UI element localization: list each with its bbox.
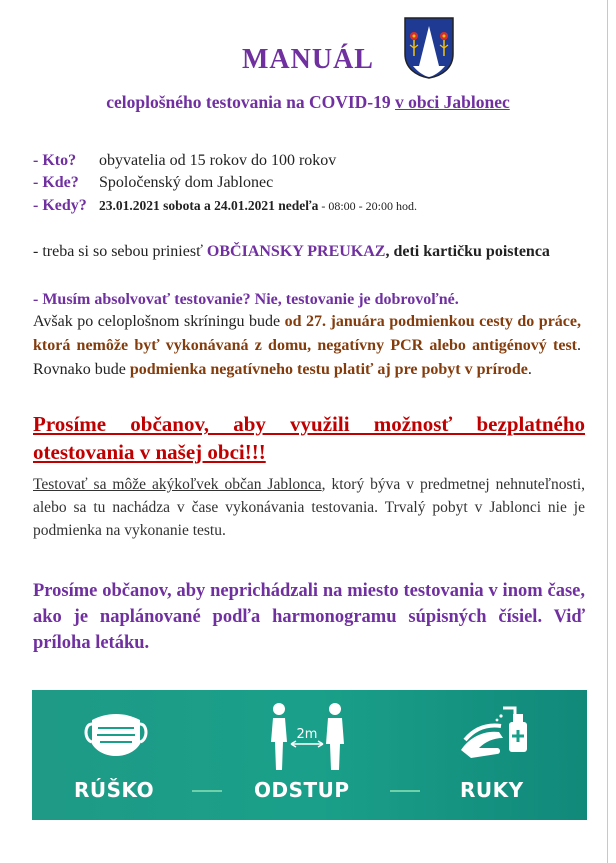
bring-suffix: , deti kartičku poistenca [385, 243, 550, 260]
question-text: - Musím absolvovať testovanie? Nie, testovanie je dobrovoľné. [33, 291, 459, 308]
subtitle-text: celoplošného testovania na COVID-19 [106, 92, 396, 112]
hand-sanitizer-icon [457, 704, 535, 766]
hands-label: RUKY [460, 778, 524, 802]
banner-separator [192, 790, 222, 792]
social-distance-icon [257, 700, 357, 772]
final-note: Prosíme občanov, aby neprichádzali na miesto testovania v inom čase, ako je naplánované podľa harmonogramu súpisných čísiel. Viď príloha letáku. [33, 581, 585, 653]
info-where-label: - Kde? [33, 174, 79, 191]
banner-separator [390, 790, 420, 792]
after-p1: Avšak po celoplošnom skríningu bude [33, 313, 285, 330]
appeal-heading: Prosíme občanov, aby využili možnosť bezplatného otestovania v našej obci!!! [33, 412, 585, 464]
distance-label: ODSTUP [254, 778, 350, 802]
bring-id-card: OBČIANSKY PREUKAZ [206, 243, 386, 260]
bring-documents [33, 240, 581, 264]
info-who [33, 150, 336, 172]
page-subtitle [0, 92, 616, 113]
mask-label: RÚŠKO [74, 778, 155, 802]
after-p3: . [527, 361, 532, 378]
who-can-test-rest: , ktorý býva v predmetnej nehnuteľnosti, alebo sa tu nachádza v čase vykonávania testovania. Trvalý pobyt v Jablonci nie je podmienka na vykonanie testu. [33, 476, 585, 539]
coat-of-arms-icon [402, 16, 456, 80]
page-edge [607, 0, 608, 863]
info-where [33, 172, 273, 194]
who-can-test [33, 473, 585, 542]
info-where-value: Spoločenský dom Jablonec [99, 174, 274, 191]
face-mask-icon [82, 708, 150, 766]
info-when-label: - Kedy? [33, 197, 87, 214]
after-p2: . Rovnako bude [33, 337, 581, 378]
subtitle-location: v obci Jablonec [395, 92, 510, 112]
page-title: MANUÁL [242, 44, 374, 75]
distance-value: 2m [296, 727, 318, 742]
bring-prefix: - treba si so sebou priniesť [33, 243, 207, 260]
after-screening [33, 310, 581, 382]
info-who-label: - Kto? [33, 152, 77, 169]
after-highlight-2: podmienka negatívneho testu platiť aj pre pobyt v prírode [129, 361, 528, 378]
after-highlight-1: od 27. januára podmienkou cesty do práce, ktorá nemôže byť vykonávaná z domu, negatívny PCR alebo antigénový test [33, 313, 581, 354]
question-line [33, 288, 581, 312]
info-who-value: obyvatelia od 15 rokov do 100 rokov [99, 152, 337, 169]
info-when-time: - 08:00 - 20:00 hod. [318, 199, 418, 213]
safety-banner [32, 690, 587, 820]
info-when-value: 23.01.2021 sobota a 24.01.2021 nedeľa [99, 198, 319, 213]
info-when [33, 195, 417, 217]
who-can-test-underlined: Testovať sa môže akýkoľvek občan Jablonca [33, 476, 322, 493]
